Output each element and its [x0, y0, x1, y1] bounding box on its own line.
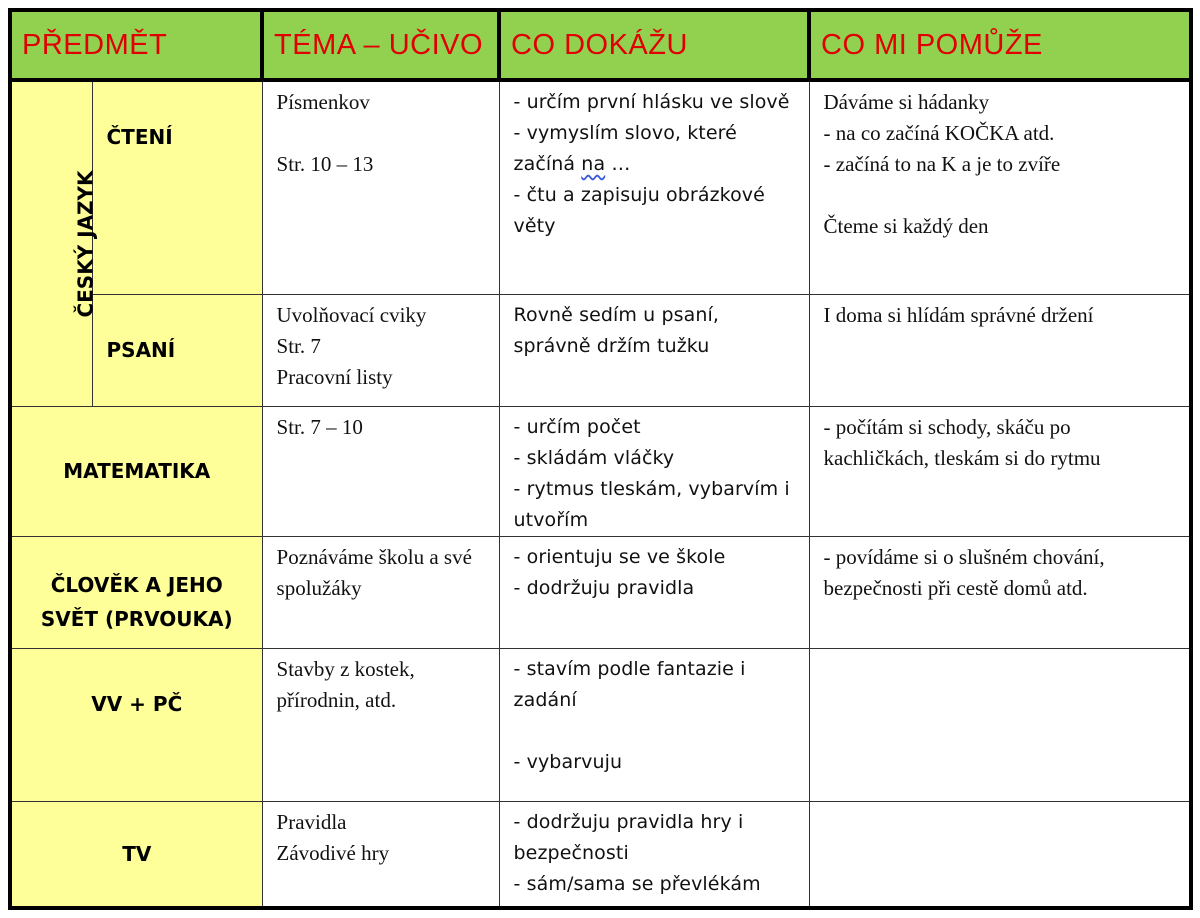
tema-text: Poznáváme školu a své spolužáky [276, 544, 472, 600]
dokazu-cell [499, 80, 809, 294]
tema-text: Stavby z kostek, přírodnin, atd. [276, 656, 415, 712]
dokazu-text: - stavím podle fantazie i zadání - vybarvuju [513, 657, 746, 773]
pomuze-text [810, 802, 1190, 807]
tema-text: Pravidla Závodivé hry [276, 809, 390, 865]
tema-text: Písmenkov Str. 10 – 13 [276, 90, 374, 176]
curriculum-table [8, 8, 1193, 910]
subject-psani: PSANÍ [92, 294, 262, 406]
pomuze-text [810, 649, 1190, 654]
table-row-cteni [10, 80, 1191, 294]
pomuze-cell [809, 801, 1191, 908]
tema-cell [262, 648, 499, 801]
pomuze-cell [809, 648, 1191, 801]
subject-cteni: ČTENÍ [92, 80, 262, 294]
table-row-vv-pc [10, 648, 1191, 801]
pomuze-text: Dáváme si hádanky - na co začíná KOČKA atd. - začíná to na K a je to zvíře Čteme si každý den [823, 90, 1061, 238]
subject-cesky-jazyk [10, 80, 98, 406]
header-co-dokazu: CO DOKÁŽU [499, 10, 809, 80]
dokazu-cell [499, 536, 809, 648]
dokazu-cell [499, 406, 809, 536]
subject-matematika: MATEMATIKA [10, 406, 262, 536]
pomuze-text: - počítám si schody, skáču po kachličkách, tleskám si do rytmu [823, 414, 1101, 470]
tema-cell [262, 801, 499, 908]
subject-prvouka: ČLOVĚK A JEHO SVĚT (PRVOUKA) [10, 536, 262, 648]
dokazu-text: Rovně sedím u psaní, správně držím tužku [513, 303, 720, 357]
tema-cell [262, 80, 499, 294]
dokazu-text: - orientuju se ve škole - dodržuju pravidla [513, 545, 726, 599]
dokazu-cell [499, 801, 809, 908]
tema-cell [262, 406, 499, 536]
dokazu-cell [499, 648, 809, 801]
tema-cell [262, 294, 499, 406]
pomuze-text: - povídáme si o slušném chování, bezpečnosti při cestě domů atd. [823, 544, 1105, 600]
dokazu-text: - dodržuju pravidla hry i bezpečnosti - sám/sama se převlékám [513, 810, 761, 895]
header-predmet: PŘEDMĚT [10, 10, 262, 80]
pomuze-cell [809, 80, 1191, 294]
table-row-tv [10, 801, 1191, 908]
table-row-prvouka [10, 536, 1191, 648]
header-co-pomuze: CO MI POMŮŽE [809, 10, 1191, 80]
pomuze-text: I doma si hlídám správné držení [823, 302, 1094, 327]
table-row-psani [10, 294, 1191, 406]
dokazu-text [500, 82, 809, 242]
dokazu-text: - určím počet - skládám vláčky - rytmus tleskám, vybarvím i utvořím [513, 415, 790, 531]
pomuze-cell [809, 406, 1191, 536]
subject-tv: TV [10, 801, 262, 908]
tema-text: Uvolňovací cviky Str. 7 Pracovní listy [276, 302, 427, 389]
subject-vv-pc: VV + PČ [10, 648, 262, 801]
tema-text: Str. 7 – 10 [276, 414, 363, 439]
header-row [10, 10, 1191, 80]
subject-cesky-jazyk-label: ČESKÝ JAZYK [73, 170, 98, 318]
dokazu-text-part: … - čtu a zapisuju obrázkové věty [513, 153, 765, 237]
dokazu-text-part: - určím první hlásku ve slově - vymyslím slovo, které začíná [513, 91, 790, 175]
dokazu-cell [499, 294, 809, 406]
tema-cell [262, 536, 499, 648]
header-tema: TÉMA – UČIVO [262, 10, 499, 80]
pomuze-cell [809, 536, 1191, 648]
spellcheck-word: na [581, 153, 606, 175]
table-row-matematika [10, 406, 1191, 536]
pomuze-cell [809, 294, 1191, 406]
